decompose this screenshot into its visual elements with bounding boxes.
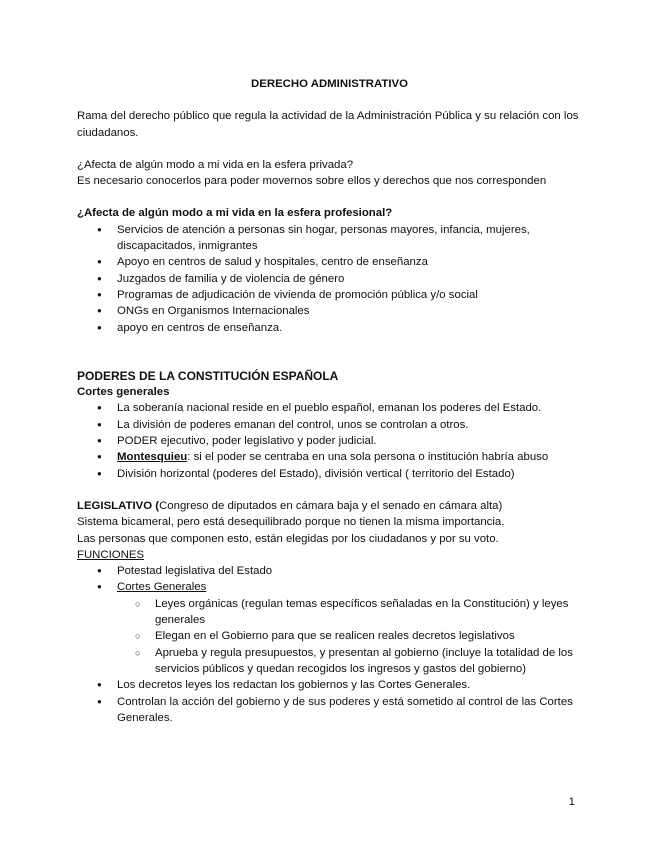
- montesquieu-text: : si el poder se centraba en una sola persona o institución habría abuso: [187, 451, 549, 464]
- sublist-item: ○ Elegan en el Gobierno para que se realicen reales decretos legislativos: [77, 628, 582, 644]
- list-item: ● Servicios de atención a personas sin hogar, personas mayores, infancia, mujeres, discapacitados, inmigrantes: [77, 222, 582, 255]
- professional-list: [77, 222, 582, 336]
- list-item: ● La división de poderes emanan del control, unos se controlan a otros.: [77, 417, 582, 433]
- list-item: ● Los decretos leyes los redactan los gobiernos y las Cortes Generales.: [77, 677, 582, 693]
- cortes-heading: Cortes generales: [77, 386, 170, 399]
- cortes-list: [77, 400, 582, 481]
- page-number: 1: [568, 796, 575, 808]
- legislativo-text: Congreso de diputados en cámara baja y el senado en cámara alta): [159, 499, 503, 512]
- funciones-list: [77, 563, 582, 726]
- sublist-item: ○ Leyes orgánicas (regulan temas específicos señaladas en la Constitución) y leyes generales: [77, 596, 582, 629]
- list-item: ● Potestad legislativa del Estado: [77, 563, 582, 579]
- private-question: ¿Afecta de algún modo a mi vida en la esfera privada?: [77, 158, 354, 171]
- list-item-montesquieu: [77, 449, 582, 465]
- intro-paragraph: Rama del derecho público que regula la actividad de la Administración Pública y su relación con los ciudadanos.: [77, 110, 579, 139]
- cortes-sublist: [117, 596, 582, 677]
- list-item: ● PODER ejecutivo, poder legislativo y poder judicial.: [77, 433, 582, 449]
- document-title: DERECHO ADMINISTRATIVO: [251, 78, 408, 90]
- list-item: ● La soberanía nacional reside en el pueblo español, emanan los poderes del Estado.: [77, 400, 582, 416]
- elected-text: Las personas que componen esto, están elegidas por los ciudadanos y por su voto.: [77, 532, 499, 545]
- private-answer: Es necesario conocerlos para poder movernos sobre ellos y derechos que nos corresponden: [77, 175, 547, 188]
- list-item: ● Controlan la acción del gobierno y de sus poderes y está sometido al control de las Cortes Generales.: [77, 694, 582, 727]
- list-item-cortes: [77, 579, 582, 677]
- powers-heading: PODERES DE LA CONSTITUCIÓN ESPAÑOLA: [77, 368, 339, 383]
- list-item: ● División horizontal (poderes del Estado), división vertical ( territorio del Estado): [77, 466, 582, 482]
- montesquieu-name: Montesquieu: [117, 451, 188, 464]
- list-item: ● apoyo en centros de enseñanza.: [77, 320, 582, 336]
- list-item: ● Apoyo en centros de salud y hospitales, centro de enseñanza: [77, 254, 582, 270]
- sublist-item: ○ Aprueba y regula presupuestos, y presentan al gobierno (incluye la totalidad de los servicios públicos y quedan recogidos los ingresos y gastos del gobierno): [77, 645, 582, 678]
- list-item: ● Programas de adjudicación de vivienda de promoción pública y/o social: [77, 287, 582, 303]
- legislativo-label: LEGISLATIVO (: [77, 499, 160, 512]
- list-item: ● ONGs en Organismos Internacionales: [77, 303, 582, 319]
- document-body: [77, 76, 582, 726]
- bicameral-text: Sistema bicameral, pero está desequilibrado porque no tienen la misma importancia.: [77, 516, 505, 529]
- professional-question: ¿Afecta de algún modo a mi vida en la esfera profesional?: [77, 207, 393, 220]
- cortes-generales-link: Cortes Generales: [117, 581, 207, 594]
- list-item: ● Juzgados de familia y de violencia de género: [77, 271, 582, 287]
- funciones-label: FUNCIONES: [77, 548, 145, 561]
- legislativo-paragraph: [77, 498, 582, 514]
